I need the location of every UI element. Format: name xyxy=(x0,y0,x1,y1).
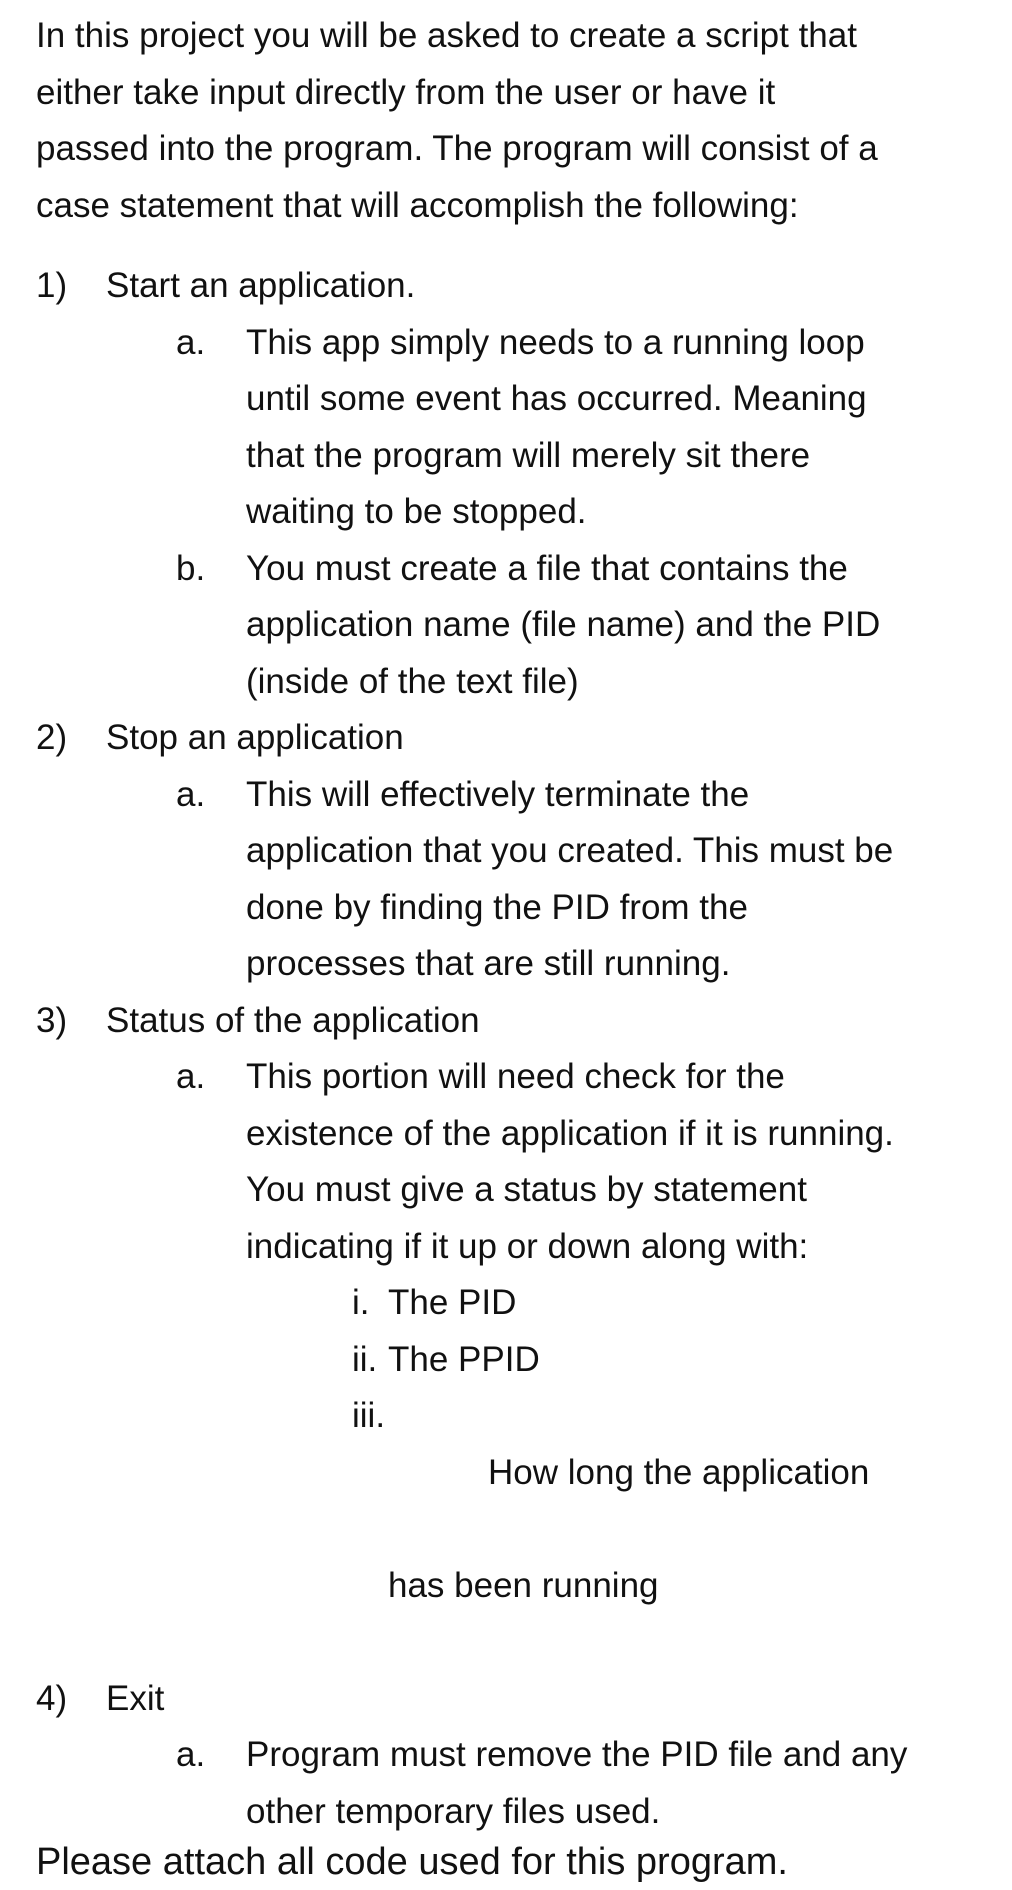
sub-item-text: This portion will need check for the existence of the application if it is running. You must give a status by statement indicating if it up or down along with: xyxy=(246,1057,894,1266)
sub-item-text: This will effectively terminate the application that you created. This must be done by finding the PID from the processes that are still running. xyxy=(246,774,894,983)
sub-sub-item-text: The PPID xyxy=(388,1339,540,1379)
sub-sub-item-text-line2: has been running xyxy=(388,1565,659,1605)
item-heading xyxy=(36,1671,992,1728)
sub-sub-item-text: The PID xyxy=(388,1283,517,1322)
sub-sub-item-text-line1 xyxy=(388,1445,992,1502)
footer-instruction: Please attach all code used for this program. xyxy=(36,1841,788,1883)
item-heading xyxy=(36,710,992,767)
item-title: Exit xyxy=(106,1678,165,1718)
sub-sub-item-text xyxy=(388,1388,992,1671)
sub-sub-item-marker: ii. xyxy=(352,1339,378,1379)
sub-item-marker: a. xyxy=(176,1735,206,1774)
sub-sub-item xyxy=(36,1388,992,1671)
sub-sub-item xyxy=(36,1275,992,1332)
sub-sub-item-text-line1-content: How long the application xyxy=(488,1452,870,1492)
task-list xyxy=(36,258,992,1840)
item-heading xyxy=(36,258,992,315)
sub-item xyxy=(36,1049,992,1275)
intro-paragraph: In this project you will be asked to create a script that either take input directly from the user or have it passed into the program. The program will consist of a case statement that will accomplish the following: xyxy=(36,16,878,225)
item-title: Start an application. xyxy=(106,266,416,305)
item-number: 1) xyxy=(36,266,68,305)
item-number: 3) xyxy=(36,1000,68,1040)
list-item-status-application xyxy=(36,993,992,1671)
sub-sub-item-marker: iii. xyxy=(352,1396,386,1435)
sub-item-marker: a. xyxy=(176,774,206,814)
item-number: 2) xyxy=(36,718,68,757)
sub-item xyxy=(36,315,992,541)
sub-item-marker: a. xyxy=(176,1057,206,1096)
sub-item xyxy=(36,767,992,993)
sub-item xyxy=(36,1727,992,1840)
item-title: Stop an application xyxy=(106,718,404,757)
sub-item-marker: b. xyxy=(176,548,206,588)
list-item-stop-application xyxy=(36,710,992,993)
item-heading xyxy=(36,993,992,1050)
sub-item-text: Program must remove the PID file and any other temporary files used. xyxy=(246,1735,908,1831)
item-title: Status of the application xyxy=(106,1000,480,1040)
list-item-exit xyxy=(36,1671,992,1841)
list-item-start-application xyxy=(36,258,992,710)
sub-item-marker: a. xyxy=(176,322,206,362)
sub-sub-item xyxy=(36,1332,992,1389)
sub-item-text: You must create a file that contains the application name (file name) and the PID (inside of the text file) xyxy=(246,548,881,701)
sub-item-text: This app simply needs to a running loop until some event has occurred. Meaning that the program will merely sit there waiting to be stopped. xyxy=(246,322,867,531)
sub-item xyxy=(36,541,992,711)
sub-sub-item-marker: i. xyxy=(352,1283,370,1322)
item-number: 4) xyxy=(36,1678,68,1718)
